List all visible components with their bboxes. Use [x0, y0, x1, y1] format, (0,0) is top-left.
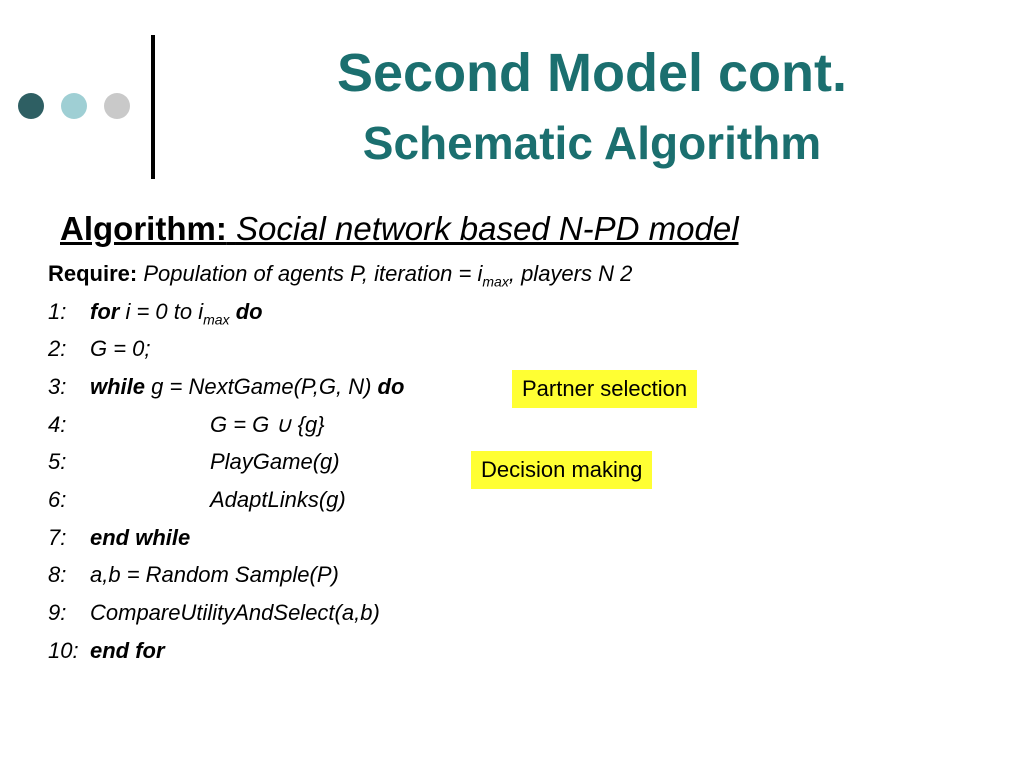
algorithm-line-1: [48, 297, 263, 334]
line-text: G = G ∪ {g}: [210, 412, 325, 437]
keyword-do: do: [377, 374, 405, 399]
algorithm-line-5: [48, 447, 340, 477]
require-label: Require:: [48, 261, 138, 286]
algorithm-line-8: [48, 560, 339, 590]
decor-dot-grey: [104, 93, 130, 119]
require-text-end: , players N 2: [508, 261, 633, 286]
require-sub: max: [482, 273, 509, 290]
title-divider: [151, 35, 155, 179]
line-text: AdaptLinks(g): [210, 487, 346, 512]
algorithm-line-4: [48, 410, 325, 440]
keyword-end-while: end while: [90, 525, 191, 550]
line-number: 6:: [48, 487, 67, 512]
algorithm-label: Algorithm:: [60, 210, 227, 247]
line-sub: max: [203, 311, 230, 328]
keyword-for: for: [90, 299, 120, 324]
slide-subtitle: Schematic Algorithm: [362, 117, 822, 169]
line-text: g = NextGame(P,G, N): [151, 374, 372, 399]
decor-dot-light: [61, 93, 87, 119]
algorithm-name: Social network based N-PD model: [235, 210, 739, 247]
line-number: 4:: [48, 412, 67, 437]
line-number: 7:: [48, 525, 67, 550]
line-number: 5:: [48, 449, 67, 474]
algorithm-line-9: [48, 598, 380, 628]
line-text: a,b = Random Sample(P): [90, 562, 339, 587]
line-number: 1:: [48, 299, 67, 324]
line-text: PlayGame(g): [210, 449, 340, 474]
line-number: 9:: [48, 600, 67, 625]
keyword-end-for: end for: [90, 638, 165, 663]
keyword-do: do: [235, 299, 263, 324]
line-text: G = 0;: [90, 336, 151, 361]
decor-dot-dark: [18, 93, 44, 119]
require-text: Population of agents P, iteration = i: [143, 261, 483, 286]
require-line: [48, 259, 632, 296]
line-text: i = 0 to i: [125, 299, 204, 324]
algorithm-line-7: [48, 523, 190, 553]
algorithm-line-6: [48, 485, 346, 515]
keyword-while: while: [90, 374, 146, 399]
algorithm-line-3: [48, 372, 404, 402]
algorithm-heading: [60, 208, 739, 250]
decision-making-note: Decision making: [471, 451, 652, 489]
partner-selection-note: Partner selection: [512, 370, 697, 408]
line-number: 3:: [48, 374, 67, 399]
algorithm-line-10: [48, 636, 165, 666]
line-number: 8:: [48, 562, 67, 587]
line-number: 10:: [48, 638, 79, 663]
line-text: CompareUtilityAndSelect(a,b): [90, 600, 380, 625]
slide-title: Second Model cont.: [336, 43, 848, 103]
line-number: 2:: [48, 336, 67, 361]
algorithm-line-2: [48, 334, 151, 364]
